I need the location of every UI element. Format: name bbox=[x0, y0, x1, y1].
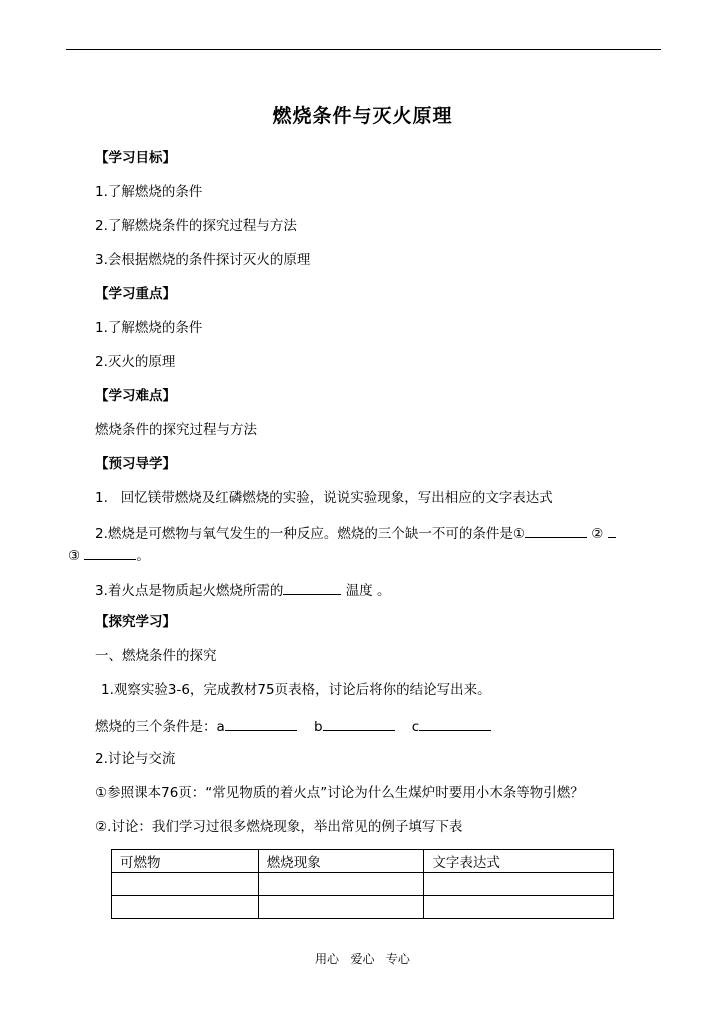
preview-item-2 bbox=[95, 523, 616, 543]
goal-item-2: 2.了解燃烧条件的探究过程与方法 bbox=[95, 218, 297, 234]
focus-item-1: 1.了解燃烧的条件 bbox=[95, 320, 203, 336]
explore-item-1: 1.观察实验3-6，完成教材75页表格，讨论后将你的结论写出来。 bbox=[101, 682, 491, 698]
table-cell[interactable] bbox=[112, 873, 259, 896]
table-header-row bbox=[112, 850, 614, 873]
table-cell[interactable] bbox=[112, 896, 259, 919]
preview-3-text: 3.着火点是物质起火燃烧所需的 bbox=[95, 583, 284, 599]
blank-cond-c[interactable] bbox=[419, 716, 491, 731]
focus-item-2: 2.灭火的原理 bbox=[95, 354, 176, 370]
page-footer: 用心 爱心 专心 bbox=[315, 952, 410, 966]
goal-item-3: 3.会根据燃烧的条件探讨灭火的原理 bbox=[95, 252, 311, 268]
page-title: 燃烧条件与灭火原理 bbox=[272, 105, 453, 127]
preview-2-marker-2: ② bbox=[591, 526, 604, 542]
explore-question-1: ①参照课本76页：“常见物质的着火点”讨论为什么生煤炉时要用小木条等物引燃？ bbox=[95, 785, 584, 801]
blank-cond-a[interactable] bbox=[225, 716, 297, 731]
blank-condition-3[interactable] bbox=[84, 545, 136, 560]
table-header-combustible: 可燃物 bbox=[112, 850, 259, 873]
explore-item-2: 2.讨论与交流 bbox=[95, 751, 176, 767]
preview-item-1: 1. 回忆镁带燃烧及红磷燃烧的实验，说说实验现象，写出相应的文字表达式 bbox=[95, 490, 553, 506]
combustion-table bbox=[111, 849, 614, 919]
blank-condition-2[interactable] bbox=[608, 523, 616, 538]
table-cell[interactable] bbox=[424, 896, 614, 919]
header-rule bbox=[66, 49, 661, 50]
explore-cond-label: 燃烧的三个条件是：a bbox=[95, 719, 225, 735]
preview-item-3 bbox=[95, 580, 390, 600]
explore-subheading: 一、燃烧条件的探究 bbox=[95, 648, 217, 664]
difficulty-text: 燃烧条件的探究过程与方法 bbox=[95, 422, 257, 438]
preview-3-end: 温度 。 bbox=[345, 583, 391, 599]
difficulty-heading: 【学习难点】 bbox=[95, 388, 176, 404]
table-row bbox=[112, 873, 614, 896]
table-cell[interactable] bbox=[258, 873, 424, 896]
explore-heading: 【探究学习】 bbox=[95, 614, 176, 630]
goal-item-1: 1.了解燃烧的条件 bbox=[95, 184, 203, 200]
focus-heading: 【学习重点】 bbox=[95, 286, 176, 302]
goals-heading: 【学习目标】 bbox=[95, 150, 176, 166]
blank-ignition[interactable] bbox=[283, 580, 341, 595]
preview-item-2-cont bbox=[68, 545, 150, 565]
preview-2-end: 。 bbox=[136, 548, 150, 564]
preview-heading: 【预习导学】 bbox=[95, 456, 176, 472]
table-cell[interactable] bbox=[424, 873, 614, 896]
blank-condition-1[interactable] bbox=[525, 523, 587, 538]
explore-cond-c-label: c bbox=[411, 719, 420, 735]
preview-2-marker-3: ③ bbox=[68, 548, 81, 564]
table-header-expression: 文字表达式 bbox=[424, 850, 614, 873]
explore-cond-b-label: b bbox=[313, 719, 323, 735]
explore-conditions bbox=[95, 716, 491, 736]
preview-2-text: 2.燃烧是可燃物与氧气发生的一种反应。燃烧的三个缺一不可的条件是① bbox=[95, 526, 525, 542]
blank-cond-b[interactable] bbox=[323, 716, 395, 731]
table-cell[interactable] bbox=[258, 896, 424, 919]
table-header-phenomenon: 燃烧现象 bbox=[258, 850, 424, 873]
table-row bbox=[112, 896, 614, 919]
explore-question-2: ②.讨论：我们学习过很多燃烧现象，举出常见的例子填写下表 bbox=[95, 819, 463, 835]
